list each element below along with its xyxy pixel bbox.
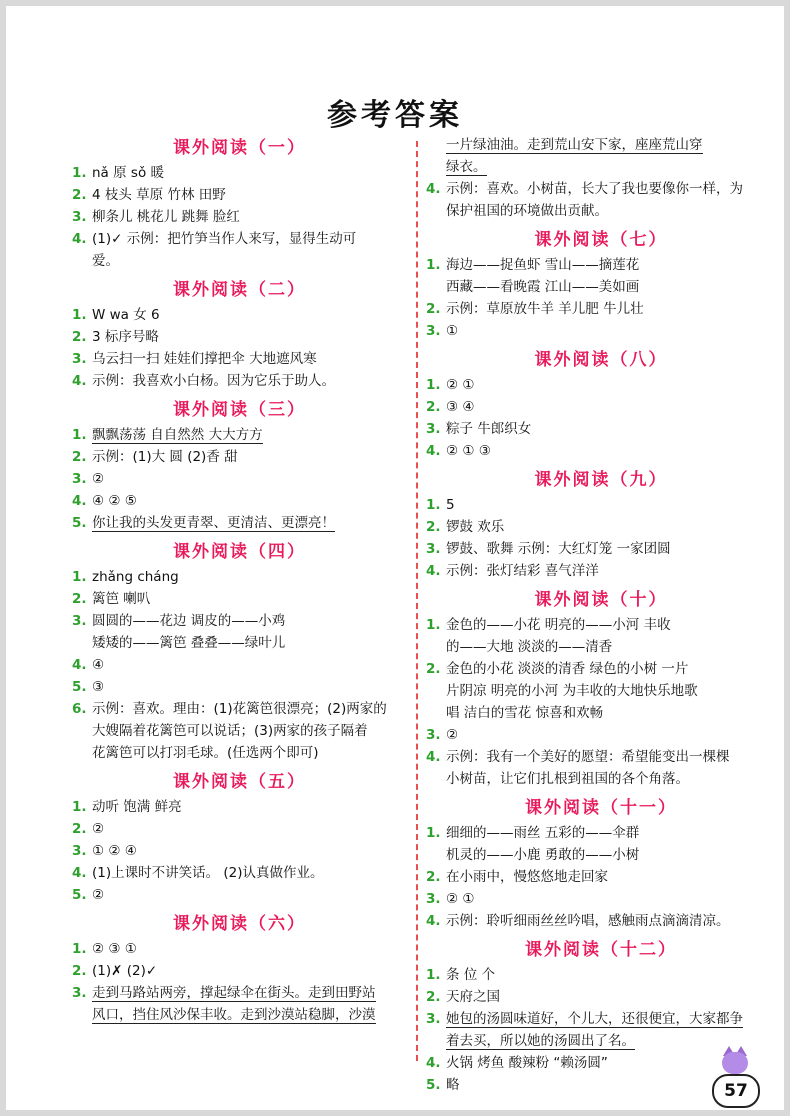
answer-text: ② ① ③: [446, 443, 491, 459]
answer-text: ②: [92, 821, 105, 837]
question-number: 4.: [426, 1055, 441, 1071]
answer-line: [72, 720, 407, 742]
answer-text: 锣鼓、歌舞 示例：大红灯笼 一家团圆: [446, 541, 671, 557]
answer-line: [72, 588, 407, 610]
answer-page: [6, 6, 784, 1110]
question-number: 4.: [426, 181, 441, 197]
question-number: 5.: [72, 515, 87, 531]
question-number: 4.: [426, 443, 441, 459]
answer-text: 条 位 个: [446, 967, 496, 983]
question-number: 2.: [426, 399, 441, 415]
answer-section: [426, 346, 776, 466]
column-divider: [416, 141, 418, 1061]
answer-section: [426, 794, 776, 936]
answer-text: ①: [446, 323, 459, 339]
question-number: 1.: [426, 617, 441, 633]
answer-section: [426, 226, 776, 346]
question-number: 1.: [72, 799, 87, 815]
answer-line: [426, 702, 776, 724]
question-number: 3.: [426, 421, 441, 437]
answer-line: [426, 440, 776, 462]
question-number: 2.: [72, 329, 87, 345]
question-number: 4.: [426, 749, 441, 765]
answer-line: [72, 512, 407, 534]
answer-text: 4 枝头 草原 竹林 田野: [92, 187, 226, 203]
answer-text: 小树苗，让它们扎根到祖国的各个角落。: [446, 771, 689, 787]
answer-section: [426, 134, 776, 226]
answer-text: W wa 女 6: [92, 307, 160, 323]
answer-text: 示例：我喜欢小白杨。因为它乐于助人。: [92, 373, 335, 389]
question-number: 3.: [72, 843, 87, 859]
question-number: 3.: [72, 613, 87, 629]
answer-line: [426, 298, 776, 320]
question-number: 2.: [72, 963, 87, 979]
answer-line: [426, 746, 776, 768]
answer-text: 示例：张灯结彩 喜气洋洋: [446, 563, 599, 579]
answer-line: [426, 822, 776, 844]
answer-text: 篱笆 喇叭: [92, 591, 151, 607]
answer-line: [72, 610, 407, 632]
answer-text: 机灵的——小鹿 勇敢的——小树: [446, 847, 640, 863]
question-number: 3.: [426, 541, 441, 557]
answer-line: [72, 884, 407, 906]
question-number: 3.: [72, 209, 87, 225]
answer-line: [426, 1008, 776, 1030]
answer-line: [426, 888, 776, 910]
answer-section: [426, 466, 776, 586]
answer-line: [72, 960, 407, 982]
answer-text: ②: [92, 471, 105, 487]
answer-text: 花篱笆可以打羽毛球。(任选两个即可): [92, 745, 319, 761]
answer-section: [72, 134, 407, 276]
question-number: 1.: [72, 165, 87, 181]
answer-line: [426, 276, 776, 298]
answer-line: [72, 326, 407, 348]
answer-line: [72, 676, 407, 698]
right-column: [426, 134, 776, 1100]
answer-line: [426, 396, 776, 418]
answer-text: 保护祖国的环境做出贡献。: [446, 203, 608, 219]
answer-section: [72, 910, 407, 1030]
answer-text: 走到马路站两旁，撑起绿伞在街头。走到田野站: [92, 985, 376, 1001]
answer-text: ② ①: [446, 377, 475, 393]
answer-line: [72, 446, 407, 468]
answer-text: ②: [92, 887, 105, 903]
question-number: 1.: [72, 307, 87, 323]
question-number: 6.: [72, 701, 87, 717]
answer-text: 海边——捉鱼虾 雪山——摘莲花: [446, 257, 640, 273]
answer-text: 风口，挡住风沙保丰收。走到沙漠站稳脚，沙漠: [92, 1007, 376, 1023]
answer-text: 唱 洁白的雪花 惊喜和欢畅: [446, 705, 604, 721]
answer-line: [426, 844, 776, 866]
answer-text: 飘飘荡荡 自自然然 大大方方: [92, 427, 263, 443]
section-heading: 课外阅读（二）: [173, 280, 306, 300]
question-number: 1.: [72, 569, 87, 585]
question-number: 2.: [426, 989, 441, 1005]
answer-text: 大嫂隔着花篱笆可以说话；(3)两家的孩子隔着: [92, 723, 368, 739]
question-number: 3.: [426, 1011, 441, 1027]
question-number: 2.: [72, 449, 87, 465]
left-column: [72, 134, 407, 1030]
section-heading: 课外阅读（一）: [173, 138, 306, 158]
answer-line: [426, 516, 776, 538]
answer-text: 示例：我有一个美好的愿望：希望能变出一棵棵: [446, 749, 730, 765]
answer-section: [72, 396, 407, 538]
answer-text: ②: [446, 727, 459, 743]
question-number: 4.: [72, 373, 87, 389]
answer-line: [426, 636, 776, 658]
section-heading: 课外阅读（五）: [173, 772, 306, 792]
answer-line: [426, 866, 776, 888]
page-number-badge: 57: [712, 1074, 760, 1108]
answer-text: 示例：喜欢。小树苗，长大了我也要像你一样，为: [446, 181, 743, 197]
answer-text: 5: [446, 497, 455, 513]
question-number: 3.: [72, 471, 87, 487]
answer-text: 示例：喜欢。理由：(1)花篱笆很漂亮；(2)两家的: [92, 701, 387, 717]
answer-line: [72, 468, 407, 490]
question-number: 4.: [72, 493, 87, 509]
answer-line: [426, 156, 776, 178]
answer-text: 动听 饱满 鲜亮: [92, 799, 182, 815]
answer-line: [72, 370, 407, 392]
answer-text: 她包的汤圆味道好，个儿大，还很便宜，大家都争: [446, 1011, 743, 1027]
answer-text: 金色的——小花 明亮的——小河 丰收: [446, 617, 671, 633]
question-number: 5.: [72, 887, 87, 903]
answer-text: 略: [446, 1077, 460, 1093]
answer-text: ④ ② ⑤: [92, 493, 137, 509]
answer-text: 圆圆的——花边 调皮的——小鸡: [92, 613, 286, 629]
section-heading: 课外阅读（四）: [173, 542, 306, 562]
question-number: 3.: [426, 323, 441, 339]
answer-text: 金色的小花 淡淡的清香 绿色的小树 一片: [446, 661, 689, 677]
answer-line: [72, 162, 407, 184]
answer-line: [426, 724, 776, 746]
answer-text: 锣鼓 欢乐: [446, 519, 505, 535]
question-number: 2.: [426, 869, 441, 885]
question-number: 2.: [72, 591, 87, 607]
answer-line: [72, 424, 407, 446]
answer-line: [72, 862, 407, 884]
question-number: 3.: [72, 985, 87, 1001]
question-number: 2.: [426, 519, 441, 535]
answer-line: [426, 680, 776, 702]
question-number: 1.: [72, 941, 87, 957]
question-number: 4.: [426, 913, 441, 929]
question-number: 4.: [426, 563, 441, 579]
answer-line: [72, 228, 407, 250]
question-number: 2.: [72, 821, 87, 837]
answer-line: [72, 348, 407, 370]
question-number: 1.: [426, 825, 441, 841]
section-heading: 课外阅读（七）: [534, 230, 668, 250]
answer-line: [426, 614, 776, 636]
answer-text: 西藏——看晚霞 江山——美如画: [446, 279, 640, 295]
section-heading: 课外阅读（六）: [173, 914, 306, 934]
section-heading: 课外阅读（十二）: [525, 940, 677, 960]
answer-line: [426, 178, 776, 200]
answer-line: [72, 654, 407, 676]
section-heading: 课外阅读（十）: [534, 590, 668, 610]
answer-text: 矮矮的——篱笆 叠叠——绿叶儿: [92, 635, 286, 651]
cat-mascot-icon: [722, 1046, 748, 1074]
question-number: 3.: [426, 891, 441, 907]
answer-line: [72, 982, 407, 1004]
answer-text: ③: [92, 679, 105, 695]
question-number: 2.: [426, 301, 441, 317]
answer-text: 在小雨中，慢悠悠地走回家: [446, 869, 608, 885]
answer-text: 片阴凉 明亮的小河 为丰收的大地快乐地歌: [446, 683, 698, 699]
question-number: 2.: [72, 187, 87, 203]
answer-line: [72, 796, 407, 818]
answer-text: 爱。: [92, 253, 119, 269]
answer-line: [72, 698, 407, 720]
answer-line: [426, 964, 776, 986]
answer-line: [72, 566, 407, 588]
question-number: 1.: [426, 497, 441, 513]
answer-line: [426, 768, 776, 790]
answer-text: 着去买，所以她的汤圆出了名。: [446, 1033, 635, 1049]
answer-section: [72, 538, 407, 768]
answer-line: [426, 538, 776, 560]
answer-text: 3 标序号略: [92, 329, 159, 345]
section-heading: 课外阅读（十一）: [525, 798, 677, 818]
answer-line: [426, 658, 776, 680]
answer-line: [426, 418, 776, 440]
answer-line: [72, 184, 407, 206]
question-number: 5.: [426, 1077, 441, 1093]
answer-text: 天府之国: [446, 989, 500, 1005]
answer-text: zhǎng cháng: [92, 569, 179, 585]
answer-text: 示例：(1)大 圆 (2)香 甜: [92, 449, 238, 465]
answer-line: [426, 560, 776, 582]
answer-text: (1)上课时不讲笑话。 (2)认真做作业。: [92, 865, 324, 881]
page-title: 参考答案: [327, 98, 463, 133]
answer-section: [72, 768, 407, 910]
answer-section: [72, 276, 407, 396]
answer-text: 一片绿油油。走到荒山安下家，座座荒山穿: [446, 137, 703, 153]
answer-section: [426, 586, 776, 794]
question-number: 1.: [426, 257, 441, 273]
answer-line: [72, 304, 407, 326]
answer-text: 示例：草原放牛羊 羊儿肥 牛儿壮: [446, 301, 644, 317]
question-number: 5.: [72, 679, 87, 695]
answer-line: [426, 200, 776, 222]
section-heading: 课外阅读（九）: [534, 470, 668, 490]
question-number: 2.: [426, 661, 441, 677]
section-heading: 课外阅读（八）: [534, 350, 668, 370]
answer-text: 你让我的头发更青翠、更清洁、更漂亮！: [92, 515, 335, 531]
answer-line: [72, 742, 407, 764]
question-number: 4.: [72, 231, 87, 247]
question-number: 4.: [72, 865, 87, 881]
answer-text: nǎ 原 sǒ 暖: [92, 165, 164, 181]
answer-line: [426, 494, 776, 516]
answer-text: 绿衣。: [446, 159, 487, 175]
answer-text: 示例：聆听细雨丝丝吟唱，感触雨点滴滴清凉。: [446, 913, 730, 929]
answer-text: 的——大地 淡淡的——清香: [446, 639, 613, 655]
answer-line: [72, 938, 407, 960]
answer-text: 火锅 烤鱼 酸辣粉 “赖汤圆”: [446, 1055, 608, 1071]
answer-line: [72, 206, 407, 228]
answer-text: 细细的——雨丝 五彩的——伞群: [446, 825, 640, 841]
answer-line: [72, 632, 407, 654]
answer-line: [426, 320, 776, 342]
question-number: 1.: [426, 967, 441, 983]
answer-line: [72, 1004, 407, 1026]
answer-text: ③ ④: [446, 399, 475, 415]
question-number: 1.: [426, 377, 441, 393]
answer-line: [72, 818, 407, 840]
answer-text: ② ③ ①: [92, 941, 137, 957]
answer-line: [72, 490, 407, 512]
answer-line: [426, 134, 776, 156]
answer-text: (1)✓ 示例：把竹笋当作人来写，显得生动可: [92, 231, 357, 247]
answer-line: [72, 250, 407, 272]
answer-text: (1)✗ (2)✓: [92, 963, 158, 979]
answer-text: 柳条儿 桃花儿 跳舞 脸红: [92, 209, 240, 225]
answer-text: 乌云扫一扫 娃娃们撑把伞 大地遮风寒: [92, 351, 317, 367]
answer-text: ④: [92, 657, 105, 673]
answer-line: [426, 254, 776, 276]
question-number: 4.: [72, 657, 87, 673]
question-number: 1.: [72, 427, 87, 443]
answer-line: [72, 840, 407, 862]
question-number: 3.: [426, 727, 441, 743]
answer-line: [426, 374, 776, 396]
answer-text: ① ② ④: [92, 843, 137, 859]
answer-line: [426, 986, 776, 1008]
answer-text: ② ①: [446, 891, 475, 907]
section-heading: 课外阅读（三）: [173, 400, 306, 420]
answer-line: [426, 910, 776, 932]
question-number: 3.: [72, 351, 87, 367]
answer-text: 粽子 牛郎织女: [446, 421, 532, 437]
